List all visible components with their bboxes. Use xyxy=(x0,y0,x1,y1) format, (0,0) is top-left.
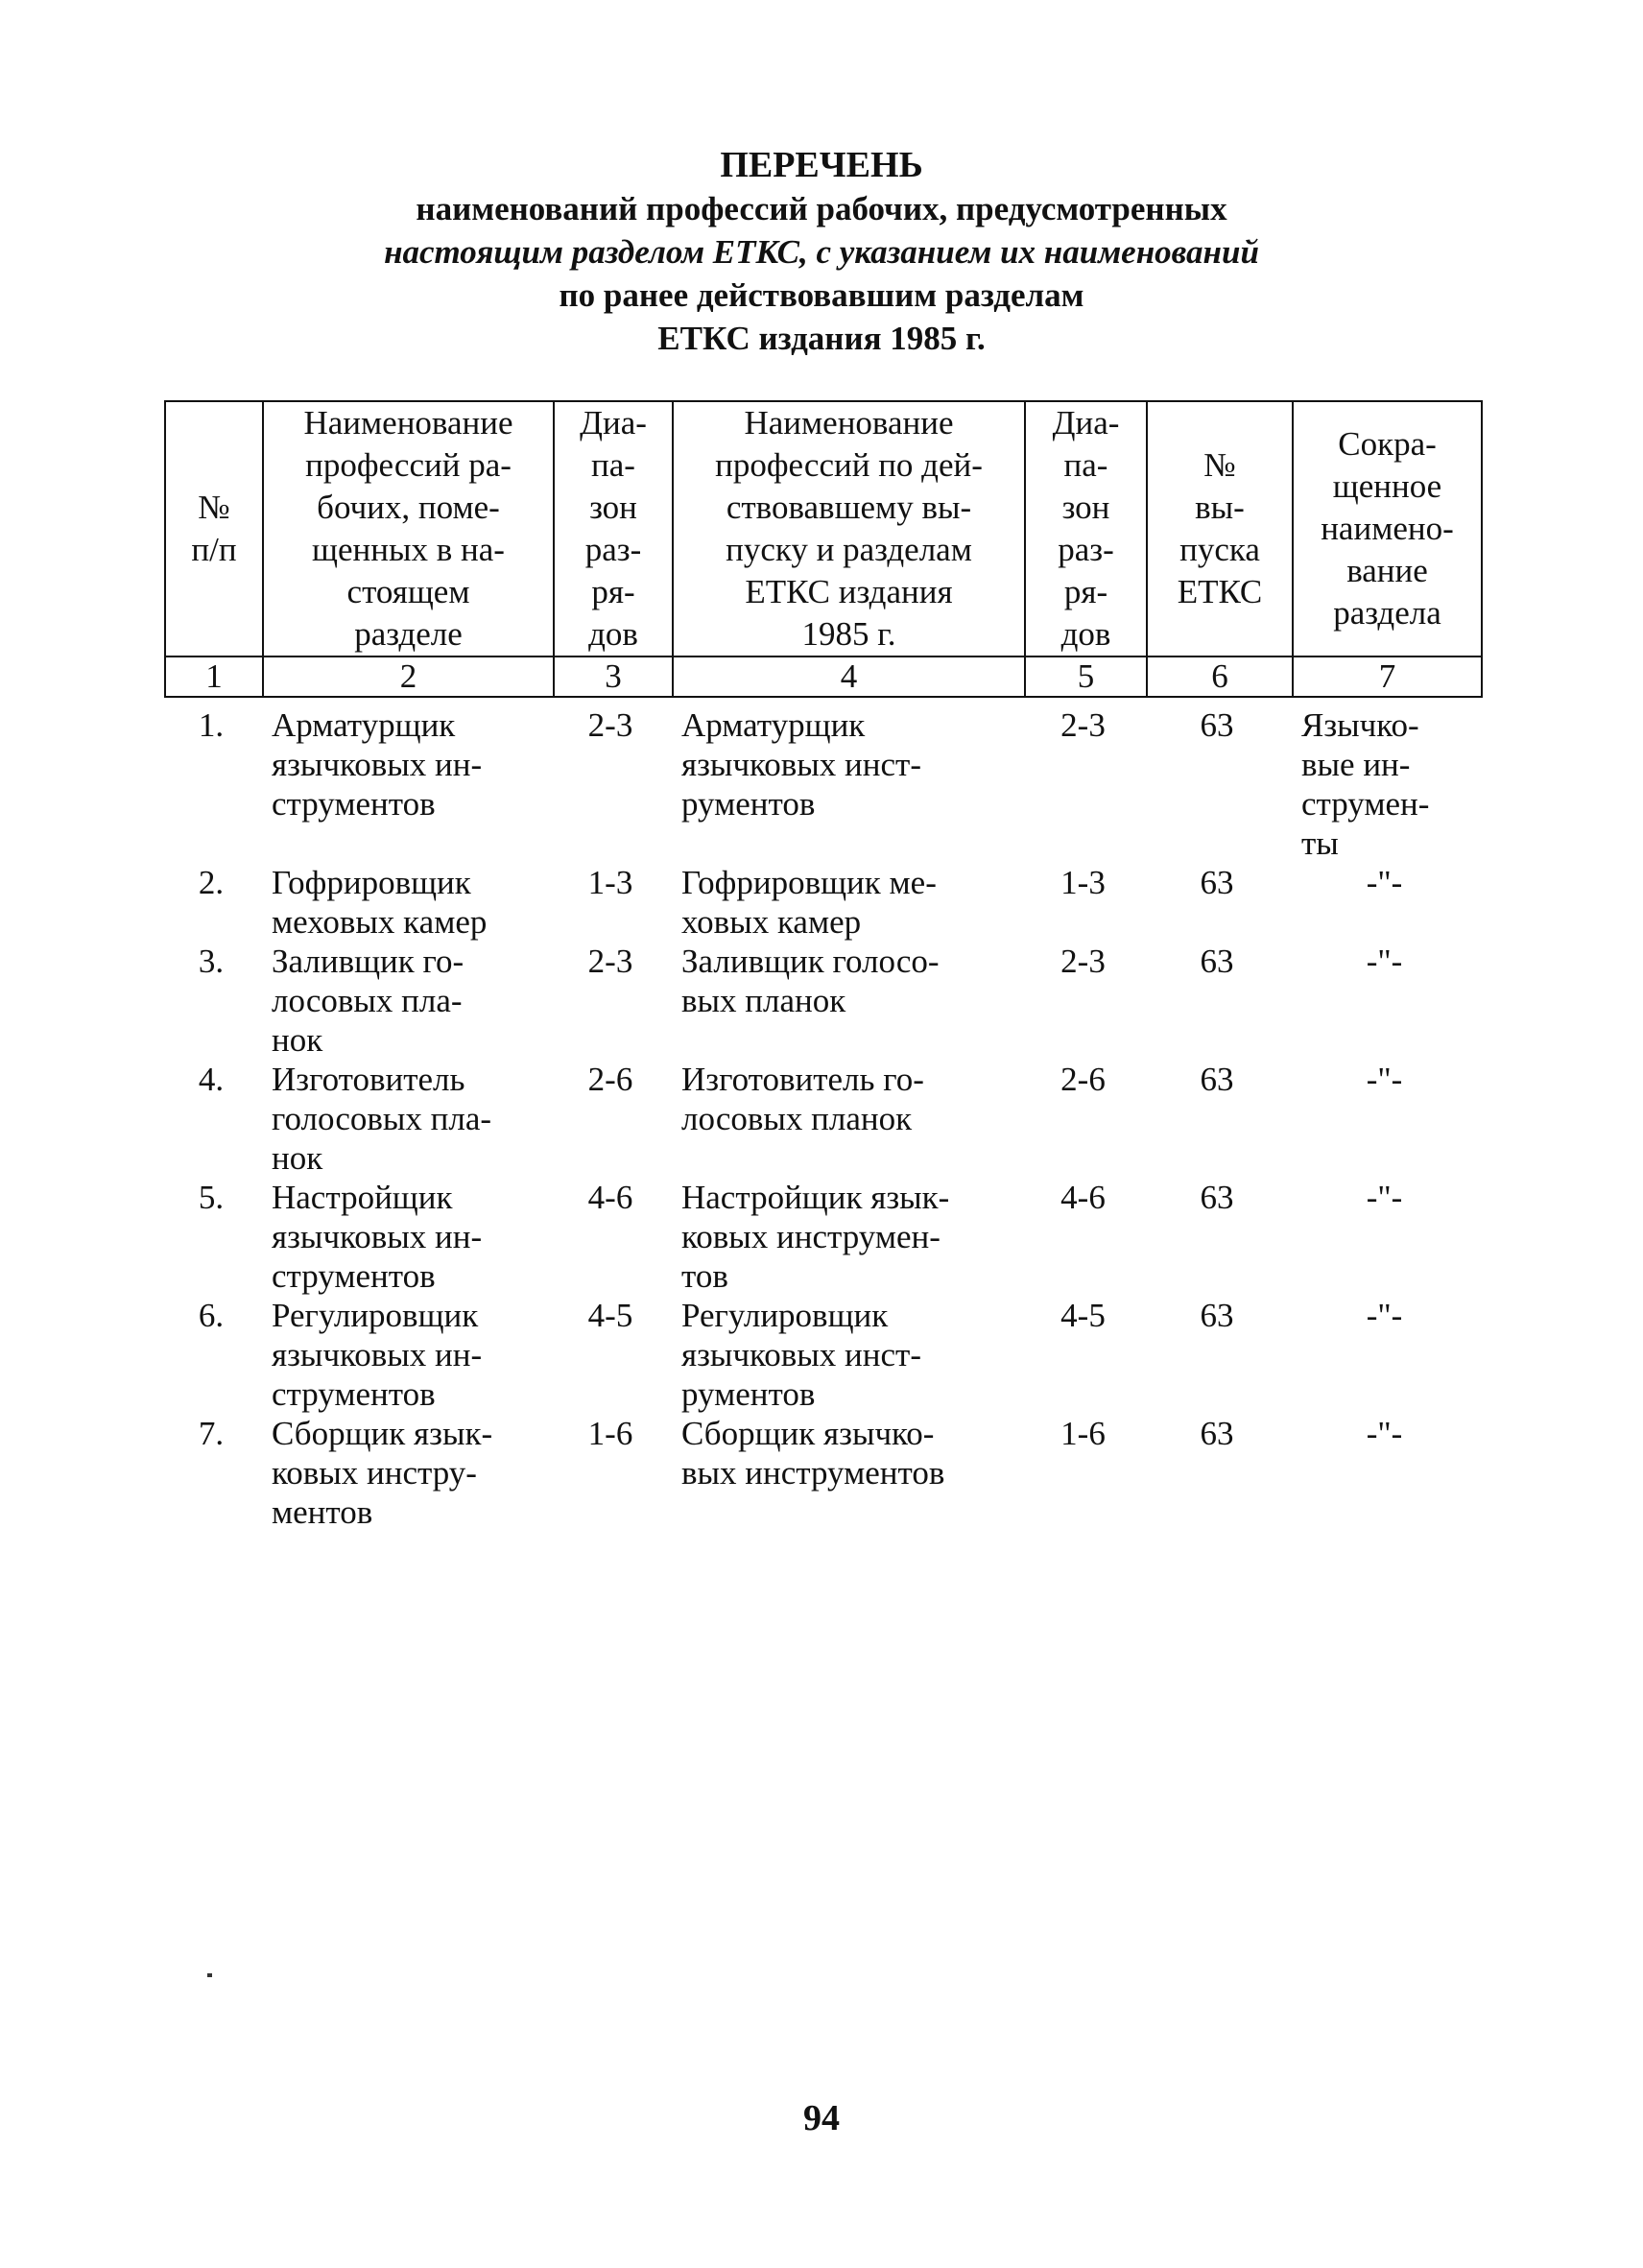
section-short-name: Язычко- вые ин- струмен- ты xyxy=(1301,706,1430,862)
column-numbers-row xyxy=(165,657,1482,697)
old-profession-name: Заливщик голосо- вых планок xyxy=(681,943,940,1019)
title-line-4: ЕТКС издания 1985 г. xyxy=(657,320,986,357)
table-body xyxy=(164,705,1481,1532)
table-row xyxy=(164,705,1481,863)
issue-number: 63 xyxy=(1200,1061,1234,1098)
issue-number: 63 xyxy=(1200,864,1234,901)
row-number: 4. xyxy=(198,1061,225,1098)
issue-number: 63 xyxy=(1200,1297,1234,1334)
old-grade-range: 4-5 xyxy=(1060,1297,1106,1334)
row-number: 3. xyxy=(198,943,225,980)
row-number: 6. xyxy=(198,1297,225,1334)
title-line-2: настоящим разделом ЕТКС, с указанием их наименований xyxy=(384,233,1259,271)
column-number: 4 xyxy=(673,657,1025,697)
table-header xyxy=(164,400,1483,698)
header-cell-old-range: Диа- па- зон раз- ря- дов xyxy=(1025,401,1147,657)
old-profession-name: Регулировщик язычковых инст- рументов xyxy=(681,1297,922,1413)
profession-name: Арматурщик язычковых ин- струментов xyxy=(272,706,483,823)
profession-name: Изготовитель голосовых пла- нок xyxy=(272,1061,492,1177)
row-number: 2. xyxy=(198,864,225,901)
row-number: 5. xyxy=(198,1179,225,1216)
table-row xyxy=(164,863,1481,942)
column-number: 7 xyxy=(1293,657,1482,697)
grade-range: 2-3 xyxy=(587,706,633,744)
table-row xyxy=(164,1060,1481,1178)
old-profession-name: Гофрировщик ме- ховых камер xyxy=(681,864,937,941)
old-profession-name: Настройщик язык- ковых инструмен- тов xyxy=(681,1179,950,1295)
header-row xyxy=(165,401,1482,657)
table-row xyxy=(164,1296,1481,1414)
row-number: 1. xyxy=(198,706,225,744)
grade-range: 2-3 xyxy=(587,943,633,980)
issue-number: 63 xyxy=(1200,706,1234,744)
grade-range: 4-6 xyxy=(587,1179,633,1216)
old-grade-range: 1-6 xyxy=(1060,1415,1106,1452)
grade-range: 1-3 xyxy=(587,864,633,901)
column-number: 5 xyxy=(1025,657,1147,697)
stray-mark xyxy=(207,1973,212,1977)
old-grade-range: 4-6 xyxy=(1060,1179,1106,1216)
old-grade-range: 2-3 xyxy=(1060,943,1106,980)
header-cell-old-profession: Наименование профессий по дей- ствовавшему вы- пуску и разделам ЕТКС издания 1985 г. xyxy=(673,401,1025,657)
header-cell-profession: Наименование профессий ра- бочих, поме- щенных в на- стоящем разделе xyxy=(263,401,554,657)
section-short-name: -"- xyxy=(1366,864,1403,901)
column-number: 2 xyxy=(263,657,554,697)
old-grade-range: 1-3 xyxy=(1060,864,1106,901)
grade-range: 1-6 xyxy=(587,1415,633,1452)
title-line-1: наименований профессий рабочих, предусмотренных xyxy=(416,190,1227,227)
issue-number: 63 xyxy=(1200,1415,1234,1452)
old-grade-range: 2-3 xyxy=(1060,706,1106,744)
column-number: 6 xyxy=(1147,657,1293,697)
column-number: 1 xyxy=(165,657,263,697)
old-profession-name: Арматурщик язычковых инст- рументов xyxy=(681,706,922,823)
profession-name: Настройщик язычковых ин- струментов xyxy=(272,1179,483,1295)
issue-number: 63 xyxy=(1200,1179,1234,1216)
section-short-name: -"- xyxy=(1366,1179,1403,1216)
header-cell-issue: № вы- пуска ЕТКС xyxy=(1147,401,1293,657)
row-number: 7. xyxy=(198,1415,225,1452)
section-short-name: -"- xyxy=(1366,1297,1403,1334)
header-cell-range: Диа- па- зон раз- ря- дов xyxy=(554,401,673,657)
old-profession-name: Сборщик язычко- вых инструментов xyxy=(681,1415,945,1492)
column-number: 3 xyxy=(554,657,673,697)
grade-range: 4-5 xyxy=(587,1297,633,1334)
header-cell-section: Сокра- щенное наимено- вание раздела xyxy=(1293,401,1482,657)
old-grade-range: 2-6 xyxy=(1060,1061,1106,1098)
issue-number: 63 xyxy=(1200,943,1234,980)
page-number: 94 xyxy=(803,2098,840,2138)
table-row xyxy=(164,1414,1481,1532)
table-row xyxy=(164,1178,1481,1296)
title-line-3: по ранее действовавшим разделам xyxy=(559,276,1084,314)
old-profession-name: Изготовитель го- лосовых планок xyxy=(681,1061,924,1137)
header-cell-number: № п/п xyxy=(165,401,263,657)
profession-name: Сборщик язык- ковых инстру- ментов xyxy=(272,1415,493,1531)
profession-name: Заливщик го- лосовых пла- нок xyxy=(272,943,464,1059)
profession-name: Регулировщик язычковых ин- струментов xyxy=(272,1297,483,1413)
section-short-name: -"- xyxy=(1366,943,1403,980)
document-title xyxy=(0,144,1643,360)
profession-name: Гофрировщик меховых камер xyxy=(272,864,488,941)
title-main: ПЕРЕЧЕНЬ xyxy=(720,145,923,185)
section-short-name: -"- xyxy=(1366,1061,1403,1098)
table-row xyxy=(164,942,1481,1060)
section-short-name: -"- xyxy=(1366,1415,1403,1452)
grade-range: 2-6 xyxy=(587,1061,633,1098)
